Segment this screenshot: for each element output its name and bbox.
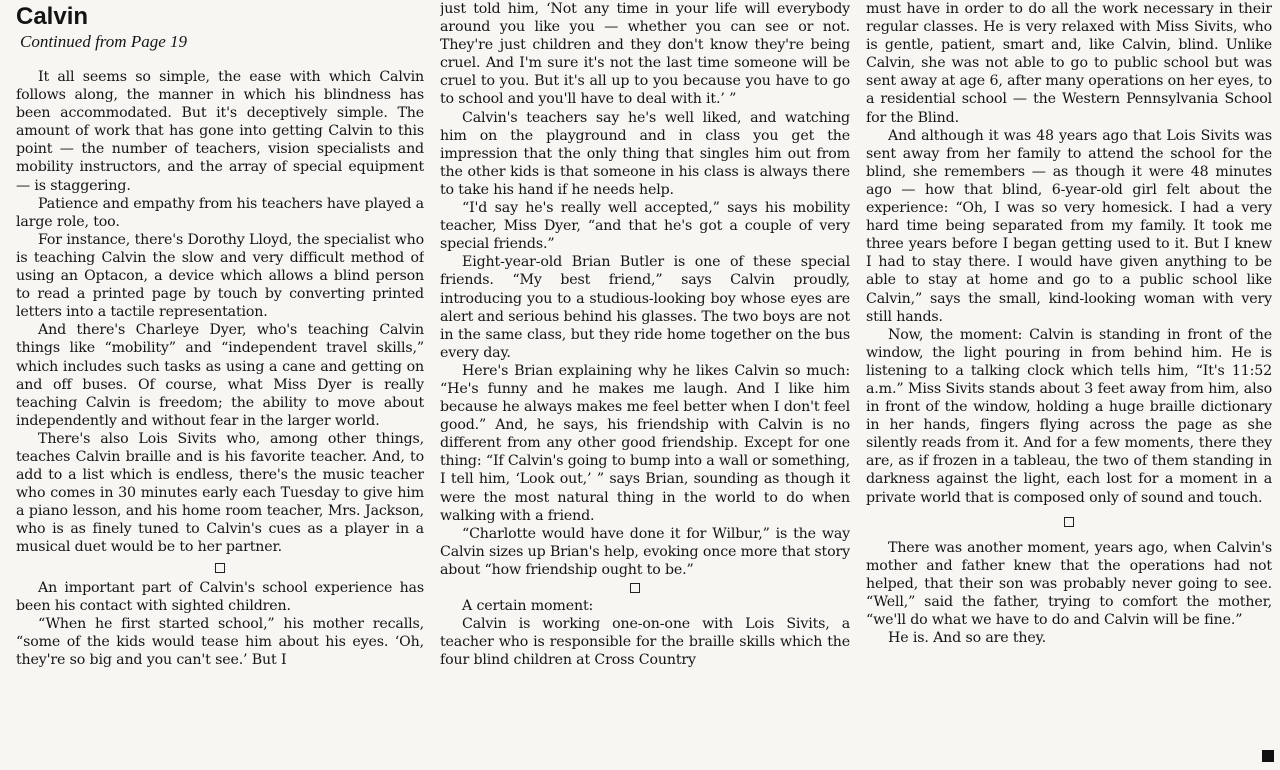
paragraph: “When he first started school,” his mother recalls, “some of the kids would tease him about his eyes. ‘Oh, they're so big and you can't see.’ But I bbox=[16, 615, 424, 668]
column-3 bbox=[866, 0, 1272, 770]
paragraph: “I'd say he's really well accepted,” says his mobility teacher, Miss Dyer, “and that he's got a couple of very special friends.” bbox=[440, 200, 850, 253]
paragraph: And there's Charleye Dyer, who's teaching Calvin things like “mobility” and “independent travel skills,” which includes such tasks as using a cane and getting on and off buses. Of course, what Miss Dyer is really teaching Calvin is freedom; the ability to move about independently and without fear in the larger world. bbox=[16, 322, 424, 429]
column-1 bbox=[16, 0, 424, 770]
end-of-story-mark bbox=[1262, 750, 1274, 762]
paragraph: There was another moment, years ago, when Calvin's mother and father knew that the operations had not helped, that their son was probably never going to see. “Well,” said the father, trying to comfort the mother, “we'll do what we have to do and Calvin will be fine.” bbox=[866, 539, 1272, 628]
headline: Calvin bbox=[16, 3, 89, 30]
paragraph: He is. And so are they. bbox=[888, 630, 1046, 647]
paragraph: Here's Brian explaining why he likes Calvin so much: “He's funny and he makes me laugh. And I like him because he always makes me feel better when I don't feel good.” And, he says, his friendship with Calvin is no different from any other good friendship. Except for one thing: “If Calvin's going to bump into a wall or something, I tell him, ‘Look out,’ ” says Brian, sounding as though it were the most natural thing in the world to do when walking with a friend. bbox=[440, 362, 850, 524]
paragraph: And although it was 48 years ago that Lois Sivits was sent away from her family to attend the school for the blind, she remembers — as though it were 48 minutes ago — how that blind, 6-year-old girl felt about the experience: “Oh, I was so very homesick. I had a very hard time being separated from my family. It took me three years before I began getting used to it. But I knew I had to stay there. I would have given anything to be able to stay at home and go to a public school like Calvin,” says the small, kind-looking woman with very still hands. bbox=[866, 127, 1272, 325]
column-2 bbox=[440, 0, 850, 770]
paragraph: An important part of Calvin's school experience has been his contact with sighted children. bbox=[16, 579, 424, 614]
paragraph: There's also Lois Sivits who, among other things, teaches Calvin braille and is his favorite teacher. And, to add to a list which is endless, there's the music teacher who comes in 30 minutes early each Tuesday to give him a piano lesson, and his home room teacher, Mrs. Jackson, who is as finely tuned to Calvin's cues as a player in a musical duet would be to her partner. bbox=[16, 430, 424, 556]
section-divider-box bbox=[1064, 517, 1074, 527]
paragraph: Calvin's teachers say he's well liked, and watching him on the playground and in class you get the impression that the only thing that singles him out from the other kids is that someone in his class is always there to take his hand if he needs help. bbox=[440, 109, 850, 198]
paragraph: It all seems so simple, the ease with which Calvin follows along, the manner in which his blindness has been accommodated. But it's deceptively simple. The amount of work that has gone into getting Calvin to this point — the number of teachers, vision specialists and mobility instructors, and the array of special equipment — is staggering. bbox=[16, 69, 424, 194]
paragraph: A certain moment: bbox=[462, 598, 594, 614]
paragraph: must have in order to do all the work necessary in their regular classes. He is very relaxed with Miss Sivits, who is gentle, patient, smart and, like Calvin, blind. Unlike Calvin, she was not able to go to public school but was sent away at age 6, after many operations on her eyes, to a residential school — the Western Pennsylvania School for the Blind. bbox=[866, 1, 1272, 126]
section-divider-box bbox=[215, 563, 225, 573]
section-divider-box bbox=[630, 583, 640, 593]
paragraph: For instance, there's Dorothy Lloyd, the specialist who is teaching Calvin the slow and very difficult method of using an Optacon, a device which allows a blind person to read a printed page by touch by converting printed letters into a tactile representation. bbox=[16, 231, 424, 321]
paragraph: Now, the moment: Calvin is standing in front of the window, the light pouring in from behind him. He is listening to a talking clock which tells him, “It's 11:52 a.m.” Miss Sivits stands about 3 feet away from him, also in front of the window, holding a huge braille dictionary in her hands, fingers flying across the page as she silently reads from it. And for a few moments, there they are, as if frozen in a tableau, the two of them standing in darkness against the light, each lost for a moment in a private world that is composed only of sound and touch. bbox=[866, 326, 1272, 506]
paragraph: “Charlotte would have done it for Wilbur,” is the way Calvin sizes up Brian's help, evoking once more that story about “how friendship ought to be.” bbox=[440, 525, 850, 578]
continued-line: Continued from Page 19 bbox=[20, 32, 187, 51]
paragraph: just told him, ‘Not any time in your life will everybody around you like you — whether you can see or not. They're just children and they don't know they're being cruel. And I'm sure it's not the last time someone will be cruel to you. But it's all up to you because you have to go to school and you'll have to deal with it.’ ” bbox=[440, 1, 850, 108]
paragraph: Eight-year-old Brian Butler is one of these special friends. “My best friend,” says Calvin proudly, introducing you to a studious-looking boy whose eyes are alert and serious behind his glasses. The two boys are not in the same class, but they ride home together on the bus every day. bbox=[440, 254, 850, 361]
paragraph: Calvin is working one-on-one with Lois Sivits, a teacher who is responsible for the braille skills which the four blind children at Cross Country bbox=[440, 616, 850, 669]
paragraph: Patience and empathy from his teachers have played a large role, too. bbox=[16, 195, 424, 230]
